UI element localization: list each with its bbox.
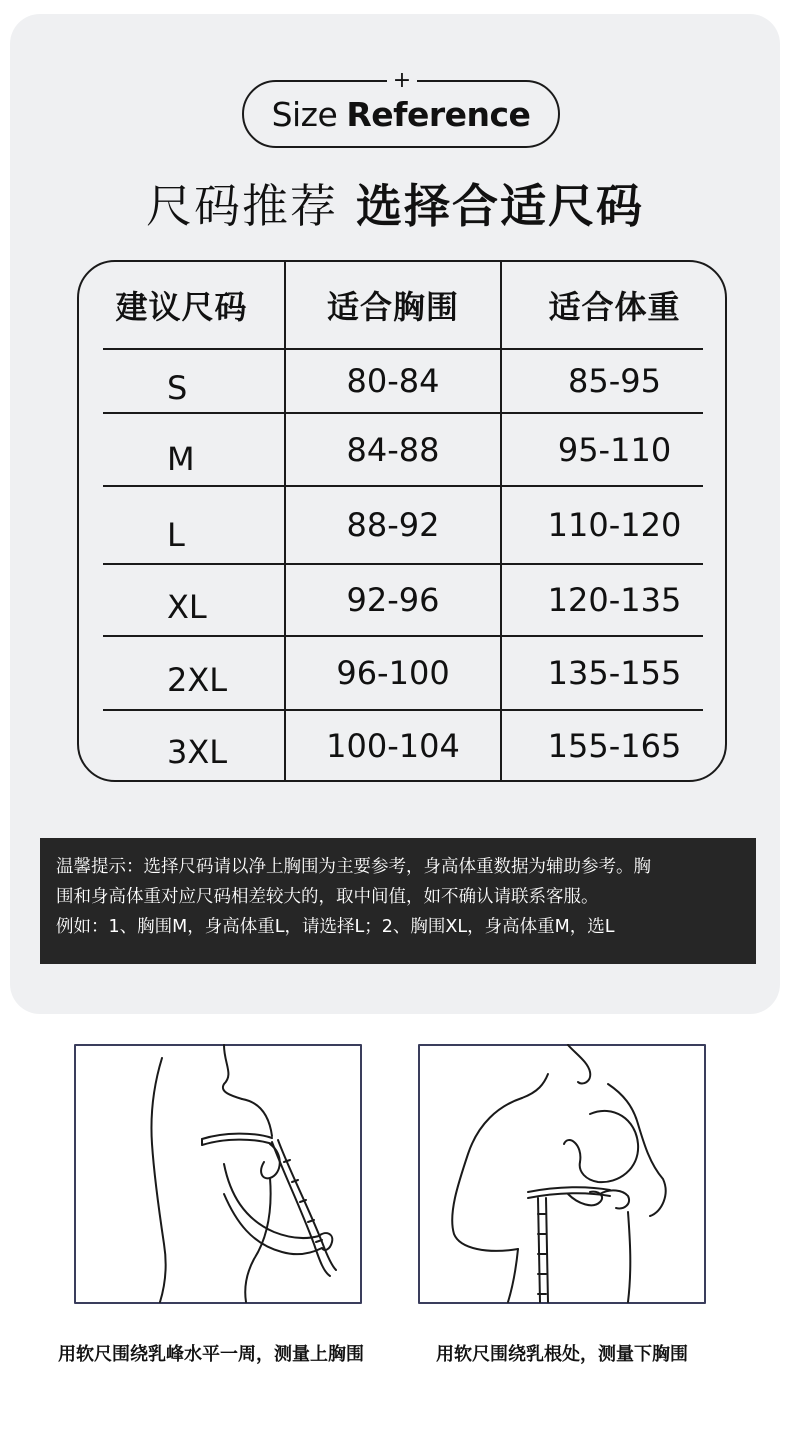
- badge-text-reference: Reference: [346, 94, 531, 134]
- plus-icon: +: [387, 68, 417, 94]
- table-cell-weight: 135-155: [547, 654, 682, 692]
- table-cell-size: 2XL: [167, 661, 228, 699]
- table-cell-bust: 92-96: [346, 581, 440, 619]
- badge-text-size: Size: [271, 94, 338, 134]
- table-cell-weight: 85-95: [568, 362, 661, 400]
- title-choose-size: 选择合适尺码: [356, 179, 644, 233]
- table-cell-bust: 88-92: [346, 506, 440, 544]
- table-cell-bust: 100-104: [326, 727, 460, 765]
- upper-bust-caption: 用软尺围绕乳峰水平一周，测量上胸围: [58, 1344, 364, 1365]
- table-cell-size: XL: [167, 588, 207, 626]
- table-cell-size: S: [167, 369, 188, 407]
- upper-bust-measure-illustration: [74, 1044, 362, 1304]
- column-header-bust: 适合胸围: [326, 288, 459, 326]
- table-cell-weight: 155-165: [547, 727, 682, 765]
- column-header-size: 建议尺码: [115, 288, 248, 326]
- table-cell-size: 3XL: [167, 733, 228, 771]
- notice-line: 温馨提示：选择尺码请以净上胸围为主要参考，身高体重数据为辅助参考。胸: [56, 857, 651, 877]
- table-cell-bust: 84-88: [346, 430, 440, 469]
- table-cell-weight: 95-110: [557, 430, 672, 469]
- page-title: [0, 170, 790, 236]
- size-tip-notice: [40, 838, 756, 964]
- title-recommend: 尺码推荐: [146, 179, 338, 233]
- column-header-weight: 适合体重: [548, 288, 681, 326]
- notice-line: 围和身高体重对应尺码相差较大的，取中间值，如不确认请联系客服。: [56, 887, 599, 907]
- table-cell-bust: 96-100: [336, 654, 450, 692]
- table-cell-weight: 120-135: [547, 581, 682, 619]
- table-cell-size: M: [167, 439, 195, 478]
- table-cell-size: L: [167, 516, 185, 554]
- notice-line: 例如：1、胸围M，身高体重L，请选择L；2、胸围XL，身高体重M，选L: [56, 917, 615, 937]
- table-cell-weight: 110-120: [547, 506, 682, 544]
- under-bust-caption: 用软尺围绕乳根处，测量下胸围: [436, 1344, 688, 1365]
- under-bust-measure-illustration: [418, 1044, 706, 1304]
- table-cell-bust: 80-84: [346, 362, 440, 400]
- size-table: [77, 260, 727, 782]
